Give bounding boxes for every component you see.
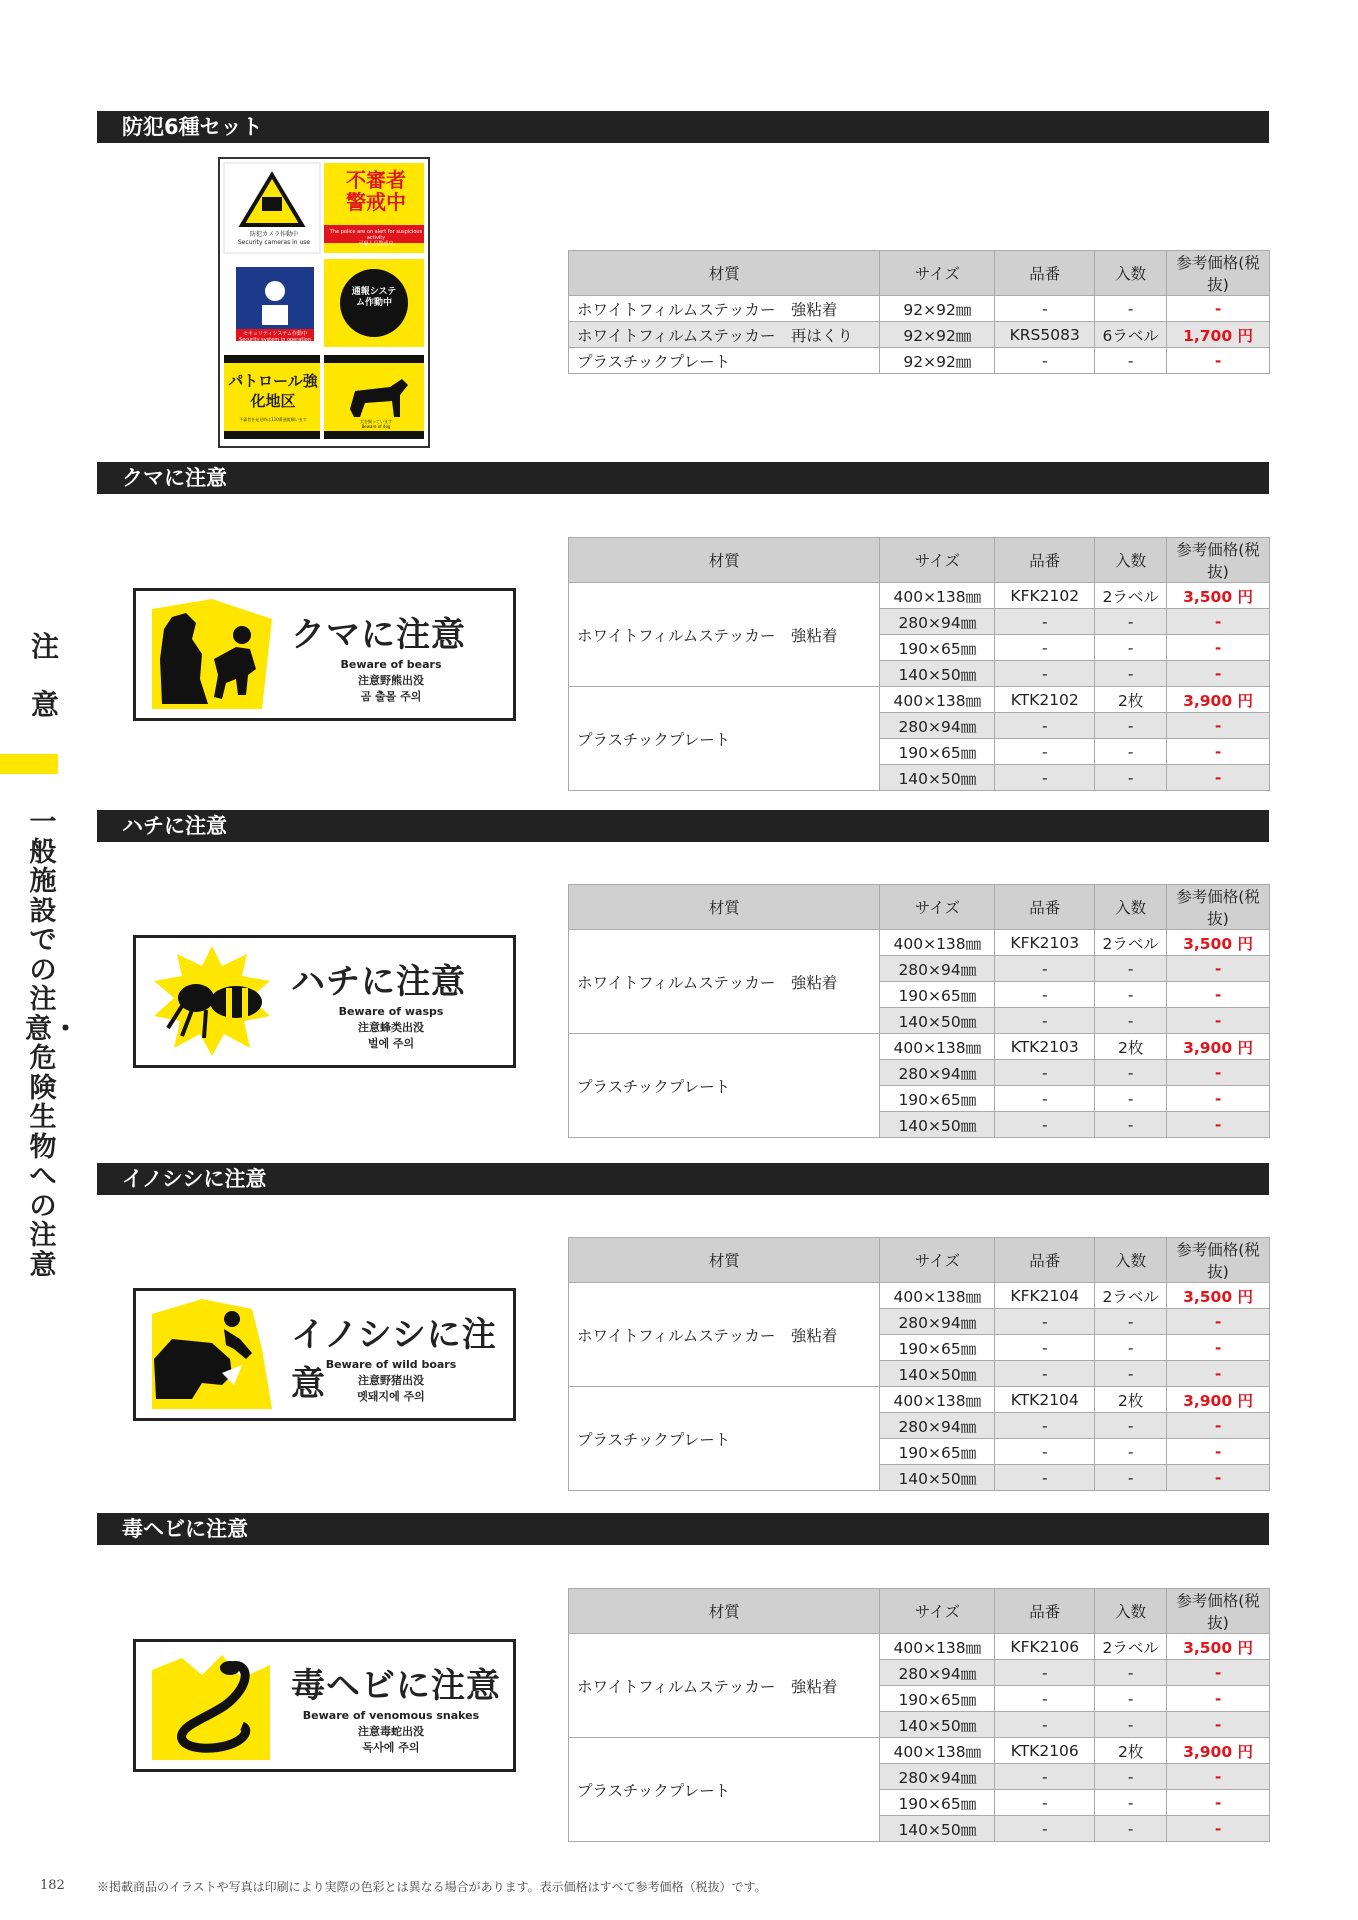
code-cell: -: [995, 713, 1095, 739]
price-cell: 3,900 円: [1167, 687, 1270, 713]
size-cell: 190×65㎜: [880, 739, 995, 765]
code-cell: -: [995, 1686, 1095, 1712]
sign-ko: 멧돼지에 주의: [357, 1390, 425, 1403]
table-row: [569, 1283, 1270, 1309]
side-label-top: [25, 628, 65, 724]
code-cell: -: [995, 609, 1095, 635]
qty-cell: -: [1095, 1086, 1167, 1112]
code-cell: -: [995, 739, 1095, 765]
price-cell: -: [1167, 956, 1270, 982]
qty-cell: -: [1095, 1660, 1167, 1686]
panel-text: [326, 419, 426, 429]
warning-sign-image: [133, 935, 516, 1068]
price-cell: -: [1167, 1086, 1270, 1112]
bear-warning-illustration: [152, 599, 272, 709]
material-cell: ホワイトフィルムステッカー 強粘着: [569, 930, 880, 1034]
price-cell: 3,500 円: [1167, 1283, 1270, 1309]
side-label-bottom: 一般施設での注意・危険生物への注意: [25, 807, 79, 1281]
size-cell: 190×65㎜: [880, 1439, 995, 1465]
material-cell: プラスチックプレート: [569, 687, 880, 791]
qty-cell: -: [1095, 956, 1167, 982]
price-cell: 3,500 円: [1167, 1634, 1270, 1660]
qty-cell: 2ラベル: [1095, 1634, 1167, 1660]
price-cell: -: [1167, 609, 1270, 635]
code-cell: -: [995, 296, 1095, 322]
section-title-bar: 防犯6種セット: [97, 111, 1269, 143]
security-set-image: [218, 157, 430, 448]
price-cell: -: [1167, 296, 1270, 322]
col-header: 品番: [995, 1238, 1095, 1283]
panel-line: 可疑人员警戒中: [358, 241, 394, 247]
footer-note: ※掲載商品のイラストや写真は印刷により実際の色彩とは異なる場合があります。表示価格はすべて参考価格（税抜）です。: [97, 1880, 767, 1894]
size-cell: 140×50㎜: [880, 661, 995, 687]
size-cell: 400×138㎜: [880, 930, 995, 956]
code-cell: -: [995, 1764, 1095, 1790]
sign-en: Beware of bears: [340, 658, 442, 671]
size-cell: 400×138㎜: [880, 1738, 995, 1764]
size-cell: 92×92㎜: [880, 322, 995, 348]
size-cell: 140×50㎜: [880, 1361, 995, 1387]
warning-sign-image: [133, 1288, 516, 1421]
qty-cell: -: [1095, 296, 1167, 322]
size-cell: 92×92㎜: [880, 348, 995, 374]
size-cell: 400×138㎜: [880, 1387, 995, 1413]
code-cell: -: [995, 1060, 1095, 1086]
col-header: 入数: [1095, 538, 1167, 583]
spec-table: [568, 884, 1270, 1138]
size-cell: 190×65㎜: [880, 1335, 995, 1361]
sign-zh: 注意野猪出没: [358, 1374, 424, 1387]
size-cell: 280×94㎜: [880, 956, 995, 982]
panel-text: 不審者を発見時は110番通報願います: [239, 417, 307, 422]
material-cell: プラスチックプレート: [569, 1034, 880, 1138]
price-cell: -: [1167, 1764, 1270, 1790]
code-cell: KTK2104: [995, 1387, 1095, 1413]
material-cell: プラスチックプレート: [569, 1387, 880, 1491]
table-row: [569, 322, 1270, 348]
col-header: サイズ: [880, 1238, 995, 1283]
price-cell: -: [1167, 1309, 1270, 1335]
table-row: [569, 1738, 1270, 1764]
code-cell: -: [995, 1309, 1095, 1335]
col-header: 材質: [569, 1238, 880, 1283]
panel-line: 防犯カメラ作動中: [249, 231, 298, 238]
sign-title: クマに注意: [291, 615, 466, 655]
section-title-bar: クマに注意: [97, 462, 1269, 494]
col-header: 材質: [569, 1589, 880, 1634]
size-cell: 400×138㎜: [880, 583, 995, 609]
col-header: 入数: [1095, 1238, 1167, 1283]
qty-cell: -: [1095, 1790, 1167, 1816]
sign-title: 毒ヘビに注意: [291, 1666, 501, 1706]
qty-cell: 2枚: [1095, 1738, 1167, 1764]
size-cell: 280×94㎜: [880, 1660, 995, 1686]
price-cell: -: [1167, 1660, 1270, 1686]
qty-cell: -: [1095, 348, 1167, 374]
size-cell: 280×94㎜: [880, 1413, 995, 1439]
section-title-bar: 毒ヘビに注意: [97, 1513, 1269, 1545]
code-cell: KTK2102: [995, 687, 1095, 713]
qty-cell: -: [1095, 635, 1167, 661]
qty-cell: -: [1095, 765, 1167, 791]
qty-cell: -: [1095, 1008, 1167, 1034]
price-cell: -: [1167, 1712, 1270, 1738]
col-header: 参考価格(税抜): [1167, 538, 1270, 583]
size-cell: 140×50㎜: [880, 1712, 995, 1738]
table-row: [569, 1034, 1270, 1060]
qty-cell: 2ラベル: [1095, 583, 1167, 609]
qty-cell: -: [1095, 1335, 1167, 1361]
code-cell: KTK2103: [995, 1034, 1095, 1060]
sign-zh: 注意野熊出没: [358, 674, 424, 687]
panel-line: 犬を飼っています: [360, 419, 392, 424]
col-header: 参考価格(税抜): [1167, 885, 1270, 930]
size-cell: 280×94㎜: [880, 1060, 995, 1086]
code-cell: KFK2103: [995, 930, 1095, 956]
code-cell: -: [995, 1086, 1095, 1112]
table-row: [569, 687, 1270, 713]
side-char: 注: [30, 630, 59, 663]
price-cell: -: [1167, 982, 1270, 1008]
sign-ko: 독사에 주의: [362, 1741, 420, 1754]
panel-text: [228, 231, 320, 247]
sign-title: イノシシに注意: [291, 1315, 497, 1404]
price-cell: 3,900 円: [1167, 1387, 1270, 1413]
code-cell: KFK2104: [995, 1283, 1095, 1309]
price-cell: -: [1167, 1439, 1270, 1465]
code-cell: KFK2102: [995, 583, 1095, 609]
qty-cell: -: [1095, 982, 1167, 1008]
qty-cell: -: [1095, 661, 1167, 687]
price-cell: 3,500 円: [1167, 583, 1270, 609]
material-cell: ホワイトフィルムステッカー 強粘着: [569, 583, 880, 687]
sign-ko: 곰 출몰 주의: [360, 690, 422, 703]
size-cell: 280×94㎜: [880, 1309, 995, 1335]
qty-cell: 2ラベル: [1095, 1283, 1167, 1309]
qty-cell: 2ラベル: [1095, 930, 1167, 956]
qty-cell: 2枚: [1095, 687, 1167, 713]
size-cell: 400×138㎜: [880, 687, 995, 713]
col-header: 入数: [1095, 251, 1167, 296]
panel-text: [326, 169, 426, 213]
qty-cell: -: [1095, 1309, 1167, 1335]
col-header: 品番: [995, 538, 1095, 583]
qty-cell: -: [1095, 1439, 1167, 1465]
price-cell: -: [1167, 1413, 1270, 1439]
price-cell: -: [1167, 739, 1270, 765]
code-cell: -: [995, 1465, 1095, 1491]
code-cell: -: [995, 1439, 1095, 1465]
price-cell: -: [1167, 1816, 1270, 1842]
size-cell: 190×65㎜: [880, 1086, 995, 1112]
size-cell: 92×92㎜: [880, 296, 995, 322]
side-accent-bar: [0, 754, 58, 774]
table-row: [569, 296, 1270, 322]
qty-cell: -: [1095, 1816, 1167, 1842]
col-header: 入数: [1095, 1589, 1167, 1634]
spec-table: [568, 250, 1270, 374]
size-cell: 190×65㎜: [880, 1790, 995, 1816]
code-cell: KRS5083: [995, 322, 1095, 348]
section-title-bar: ハチに注意: [97, 810, 1269, 842]
panel-text: [326, 229, 426, 247]
qty-cell: 2枚: [1095, 1034, 1167, 1060]
material-cell: ホワイトフィルムステッカー 強粘着: [569, 296, 880, 322]
code-cell: -: [995, 661, 1095, 687]
sign-en: Beware of wild boars: [325, 1358, 457, 1371]
price-cell: 3,900 円: [1167, 1034, 1270, 1060]
price-cell: -: [1167, 348, 1270, 374]
price-cell: -: [1167, 1686, 1270, 1712]
warning-sign-image: [133, 1639, 516, 1772]
qty-cell: -: [1095, 739, 1167, 765]
col-header: 材質: [569, 251, 880, 296]
size-cell: 280×94㎜: [880, 609, 995, 635]
code-cell: -: [995, 765, 1095, 791]
col-header: 入数: [1095, 885, 1167, 930]
code-cell: -: [995, 956, 1095, 982]
code-cell: -: [995, 348, 1095, 374]
col-header: 参考価格(税抜): [1167, 1589, 1270, 1634]
qty-cell: -: [1095, 609, 1167, 635]
code-cell: KFK2106: [995, 1634, 1095, 1660]
price-cell: -: [1167, 661, 1270, 687]
spec-table: [568, 537, 1270, 791]
qty-cell: -: [1095, 1361, 1167, 1387]
material-cell: プラスチックプレート: [569, 348, 880, 374]
spec-table: [568, 1237, 1270, 1491]
col-header: サイズ: [880, 251, 995, 296]
code-cell: -: [995, 1413, 1095, 1439]
price-cell: -: [1167, 1060, 1270, 1086]
price-cell: -: [1167, 765, 1270, 791]
size-cell: 400×138㎜: [880, 1283, 995, 1309]
size-cell: 400×138㎜: [880, 1034, 995, 1060]
qty-cell: -: [1095, 1764, 1167, 1790]
size-cell: 140×50㎜: [880, 765, 995, 791]
price-cell: 3,900 円: [1167, 1738, 1270, 1764]
side-char: 意: [30, 688, 59, 721]
col-header: 品番: [995, 885, 1095, 930]
price-cell: -: [1167, 1112, 1270, 1138]
code-cell: -: [995, 1335, 1095, 1361]
table-row: [569, 1387, 1270, 1413]
panel-text: [236, 331, 314, 343]
size-cell: 140×50㎜: [880, 1008, 995, 1034]
code-cell: -: [995, 1712, 1095, 1738]
size-cell: 190×65㎜: [880, 635, 995, 661]
size-cell: 280×94㎜: [880, 713, 995, 739]
col-header: サイズ: [880, 1589, 995, 1634]
table-row: [569, 583, 1270, 609]
wasp-warning-illustration: [152, 946, 272, 1056]
col-header: サイズ: [880, 885, 995, 930]
sign-title: ハチに注意: [291, 962, 466, 1002]
size-cell: 140×50㎜: [880, 1816, 995, 1842]
page-number: 182: [40, 1878, 65, 1893]
material-cell: プラスチックプレート: [569, 1738, 880, 1842]
price-cell: 3,500 円: [1167, 930, 1270, 956]
snake-warning-illustration: [152, 1650, 272, 1760]
price-cell: -: [1167, 1335, 1270, 1361]
code-cell: KTK2106: [995, 1738, 1095, 1764]
col-header: 参考価格(税抜): [1167, 251, 1270, 296]
sign-en: Beware of wasps: [338, 1005, 444, 1018]
size-cell: 190×65㎜: [880, 982, 995, 1008]
price-cell: -: [1167, 1361, 1270, 1387]
panel-line: Beware of dog: [361, 424, 391, 429]
col-header: 材質: [569, 538, 880, 583]
panel-line: セキュリティシステム作動中: [242, 331, 307, 337]
code-cell: -: [995, 1816, 1095, 1842]
col-header: サイズ: [880, 538, 995, 583]
table-row: [569, 348, 1270, 374]
sign-zh: 注意毒蛇出没: [358, 1725, 424, 1738]
price-cell: -: [1167, 1008, 1270, 1034]
table-row: [569, 930, 1270, 956]
material-cell: ホワイトフィルムステッカー 強粘着: [569, 1634, 880, 1738]
qty-cell: -: [1095, 1712, 1167, 1738]
panel-line: Security system in operation: [239, 337, 311, 343]
qty-cell: -: [1095, 1112, 1167, 1138]
code-cell: -: [995, 1790, 1095, 1816]
qty-cell: -: [1095, 1686, 1167, 1712]
size-cell: 280×94㎜: [880, 1764, 995, 1790]
code-cell: -: [995, 1361, 1095, 1387]
panel-line: Security cameras in use: [237, 239, 311, 246]
col-header: 参考価格(税抜): [1167, 1238, 1270, 1283]
size-cell: 400×138㎜: [880, 1634, 995, 1660]
code-cell: -: [995, 635, 1095, 661]
panel-line: The police are on alert for suspicious activity: [329, 229, 423, 241]
warning-sign-image: [133, 588, 516, 721]
sign-en: Beware of venomous snakes: [302, 1709, 480, 1722]
panel-line: 不審者警戒中: [346, 168, 406, 214]
code-cell: -: [995, 1660, 1095, 1686]
sign-zh: 注意蜂类出没: [358, 1021, 424, 1034]
size-cell: 140×50㎜: [880, 1465, 995, 1491]
material-cell: ホワイトフィルムステッカー 再はくり: [569, 322, 880, 348]
sign-ko: 벌에 주의: [367, 1037, 415, 1050]
size-cell: 190×65㎜: [880, 1686, 995, 1712]
code-cell: -: [995, 982, 1095, 1008]
price-cell: -: [1167, 635, 1270, 661]
price-cell: 1,700 円: [1167, 322, 1270, 348]
qty-cell: -: [1095, 1465, 1167, 1491]
size-cell: 140×50㎜: [880, 1112, 995, 1138]
col-header: 材質: [569, 885, 880, 930]
col-header: 品番: [995, 1589, 1095, 1634]
section-title-bar: イノシシに注意: [97, 1163, 1269, 1195]
boar-warning-illustration: [152, 1299, 272, 1409]
spec-table: [568, 1588, 1270, 1842]
panel-text: 通報システム作動中: [351, 287, 397, 308]
price-cell: -: [1167, 1790, 1270, 1816]
qty-cell: 6ラベル: [1095, 322, 1167, 348]
col-header: 品番: [995, 251, 1095, 296]
price-cell: -: [1167, 1465, 1270, 1491]
qty-cell: -: [1095, 1413, 1167, 1439]
code-cell: -: [995, 1112, 1095, 1138]
qty-cell: -: [1095, 713, 1167, 739]
qty-cell: -: [1095, 1060, 1167, 1086]
code-cell: -: [995, 1008, 1095, 1034]
material-cell: ホワイトフィルムステッカー 強粘着: [569, 1283, 880, 1387]
qty-cell: 2枚: [1095, 1387, 1167, 1413]
table-row: [569, 1634, 1270, 1660]
price-cell: -: [1167, 713, 1270, 739]
panel-text: パトロール強化地区: [228, 372, 318, 410]
